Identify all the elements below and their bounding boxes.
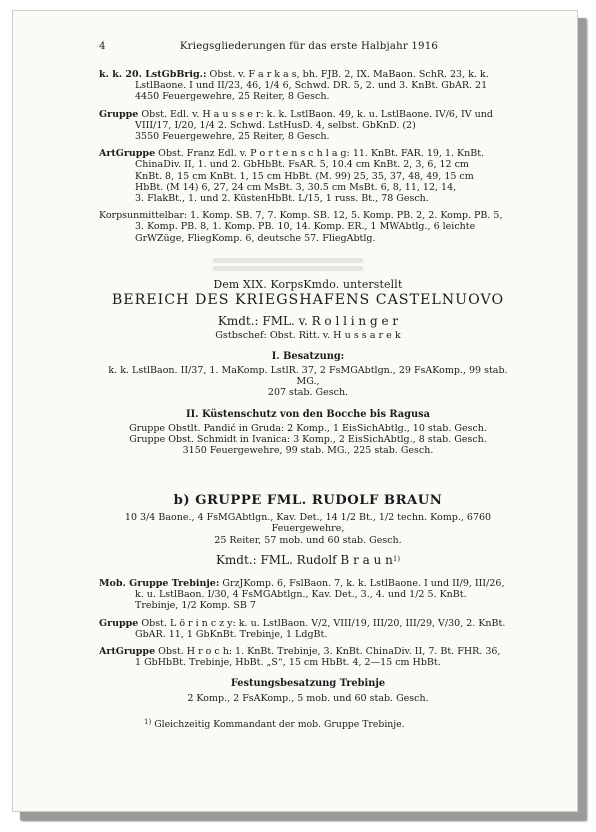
page-number: 4 — [99, 41, 106, 52]
section-heading: Dem XIX. KorpsKmdo. unterstellt — [213, 278, 403, 291]
entry-line: Obst. Franz Edl. v. P o r t e n s c h l a g: 11. KnBt. FAR. 19, 1. KnBt. — [158, 148, 485, 160]
section-title: BEREICH DES KRIEGSHAFENS CASTELNUOVO — [111, 292, 505, 309]
entry-line: VIII/17, I/20, 1/4 2. Schwd. LstHusD. 4, selbst. GbKnD. (2) — [135, 119, 416, 131]
entry-line: 4450 Feuergewehre, 25 Reiter, 8 Gesch. — [135, 91, 330, 103]
commander-line: Kmdt.: FML. v. R o l l i n g e r — [217, 314, 399, 329]
text-line: 10 3/4 Baone., 4 FsMGAbtlgn., Kav. Det., 14 1/2 Bt., 1/2 techn. Komp., 6760 Feuergewehre, — [124, 512, 492, 535]
entry-line: GbAR. 11, 1 GbKnBt. Trebinje, 1 LdgBt. — [135, 628, 328, 640]
commander-line — [99, 552, 517, 568]
footnote — [99, 719, 517, 731]
entry-label: k. k. 20. LstGbBrig.: — [99, 69, 207, 80]
entry-line: k. u. LstlBaon. I/30, 4 FsMGAbtlgn., Kav. Det., 3., 4. und 1/2 5. KnBt. — [135, 589, 467, 601]
entry-line: Trebinje, 1/2 Komp. SB 7 — [135, 600, 256, 612]
section-castelnuovo — [99, 279, 517, 456]
entry-line: Obst. H r o c h: 1. KnBt. Trebinje, 3. KnBt. ChinaDiv. II, 7. Bt. FHR. 36, — [158, 646, 501, 658]
entry-line: 1 GbHbBt. Trebinje, HbBt. „S“, 15 cm HbBt. 4, 2—15 cm HbBt. — [135, 657, 441, 669]
entry-label: Gruppe — [99, 617, 139, 629]
running-title: Kriegsgliederungen für das erste Halbjahr 1916 — [179, 41, 439, 52]
entry-korpsunmittelbar — [99, 210, 517, 244]
subsection-title: Festungsbesatzung Trebinje — [230, 678, 386, 690]
text-line: 207 stab. Gesch. — [267, 387, 349, 399]
entry-artgruppe-hroch — [99, 646, 517, 668]
text-line: 25 Reiter, 57 mob. und 60 stab. Gesch. — [214, 534, 402, 546]
entry-line: GrWZüge, FliegKomp. 6, deutsche 57. FliegAbtlg. — [135, 232, 376, 244]
section-title: b) GRUPPE FML. RUDOLF BRAUN — [173, 493, 443, 508]
entry-label: ArtGruppe — [99, 148, 156, 160]
entry-gruppe-hausser — [99, 109, 517, 143]
footnote-text: Gleichzeitig Kommandant der mob. Gruppe Trebinje. — [154, 719, 405, 730]
chief-of-staff-line: Gstbschef: Obst. Ritt. v. H u s s a r e k — [215, 329, 401, 341]
commander-text: Kmdt.: FML. Rudolf B r a u n — [215, 552, 393, 567]
bleed-through-shadow — [213, 255, 363, 279]
entry-line: Obst. Edl. v. H a u s s e r: k. k. LstlBaon. 49, k. u. LstlBaone. IV/6, IV und — [141, 108, 493, 120]
entry-20-lstgbbrig — [99, 69, 517, 103]
text-line: Gruppe Obstlt. Pandić in Gruda: 2 Komp., 1 EisSichAbtlg., 10 stab. Gesch. — [129, 422, 487, 434]
entry-line: KnBt. 8, 15 cm KnBt. 1, 15 cm HbBt. (M. 99) 25, 35, 37, 48, 49, 15 cm — [135, 170, 474, 182]
top-entries — [99, 69, 517, 250]
footnote-marker: 1) — [392, 554, 401, 563]
entry-line: Obst. v. F a r k a s, bh. FJB. 2, IX. MaBaon. SchR. 23, k. k. — [209, 69, 489, 80]
page-frame — [12, 10, 578, 812]
text-line: Gruppe Obst. Schmidt in Ivanica: 3 Komp., 2 EisSichAbtlg., 8 stab. Gesch. — [129, 434, 487, 446]
entry-line: Obst. L ö r i n c z y: k. u. LstlBaon. V/2, VIII/19, III/20, III/29, V/30, 2. KnBt. — [141, 617, 506, 629]
entry-mob-gruppe-trebinje — [99, 578, 517, 612]
entry-line: 3. Komp. PB. 8, 1. Komp. PB. 10, 14. Komp. ER., 1 MWAbtlg., 6 leichte — [135, 221, 476, 233]
entry-line: 3550 Feuergewehre, 25 Reiter, 8 Gesch. — [135, 131, 330, 143]
subsection-title: II. Küstenschutz von den Bocche bis Ragusa — [186, 408, 430, 420]
entry-line: GrzJKomp. 6, FslBaon. 7, k. k. LstlBaone. I und II/9, III/26, — [222, 578, 505, 590]
entry-gruppe-lorinczy — [99, 618, 517, 640]
subsection-title: I. Besatzung: — [271, 350, 345, 362]
entry-label: Gruppe — [99, 108, 139, 120]
entry-label: Mob. Gruppe Trebinje: — [99, 578, 220, 590]
entry-line: 3. FlakBt., 1. und 2. KüstenHbBt. L/15, 1 russ. Bt., 78 Gesch. — [135, 193, 429, 205]
entry-line: LstlBaone. I und II/23, 46, 1/4 6, Schwd. DR. 5, 2. und 3. KnBt. GbAR. 21 — [135, 80, 488, 92]
footnote-marker: 1) — [144, 718, 152, 726]
entry-line: Korpsunmittelbar: 1. Komp. SB. 7, 7. Komp. SB. 12, 5. Komp. PB. 2, 2. Komp. PB. 5, — [99, 210, 503, 222]
entry-line: HbBt. (M 14) 6, 27, 24 cm MsBt. 3, 30.5 cm MsBt. 6, 8, 11, 12, 14, — [135, 181, 457, 193]
entry-artgruppe-portenschlag — [99, 148, 517, 204]
document-page — [13, 11, 577, 811]
text-line: k. k. LstlBaon. II/37, 1. MaKomp. LstlR. 37, 2 FsMGAbtlgn., 29 FsAKomp., 99 stab. MG., — [108, 365, 508, 388]
text-line: 3150 Feuergewehre, 99 stab. MG., 225 stab. Gesch. — [182, 445, 434, 457]
entry-line: ChinaDiv. II, 1. und 2. GbHbBt. FsAR. 5, 10.4 cm KnBt. 2, 3, 6, 12 cm — [135, 159, 469, 171]
text-line: 2 Komp., 2 FsAKomp., 5 mob. und 60 stab. Gesch. — [187, 692, 429, 704]
entry-label: ArtGruppe — [99, 646, 156, 658]
section-braun — [99, 495, 517, 704]
